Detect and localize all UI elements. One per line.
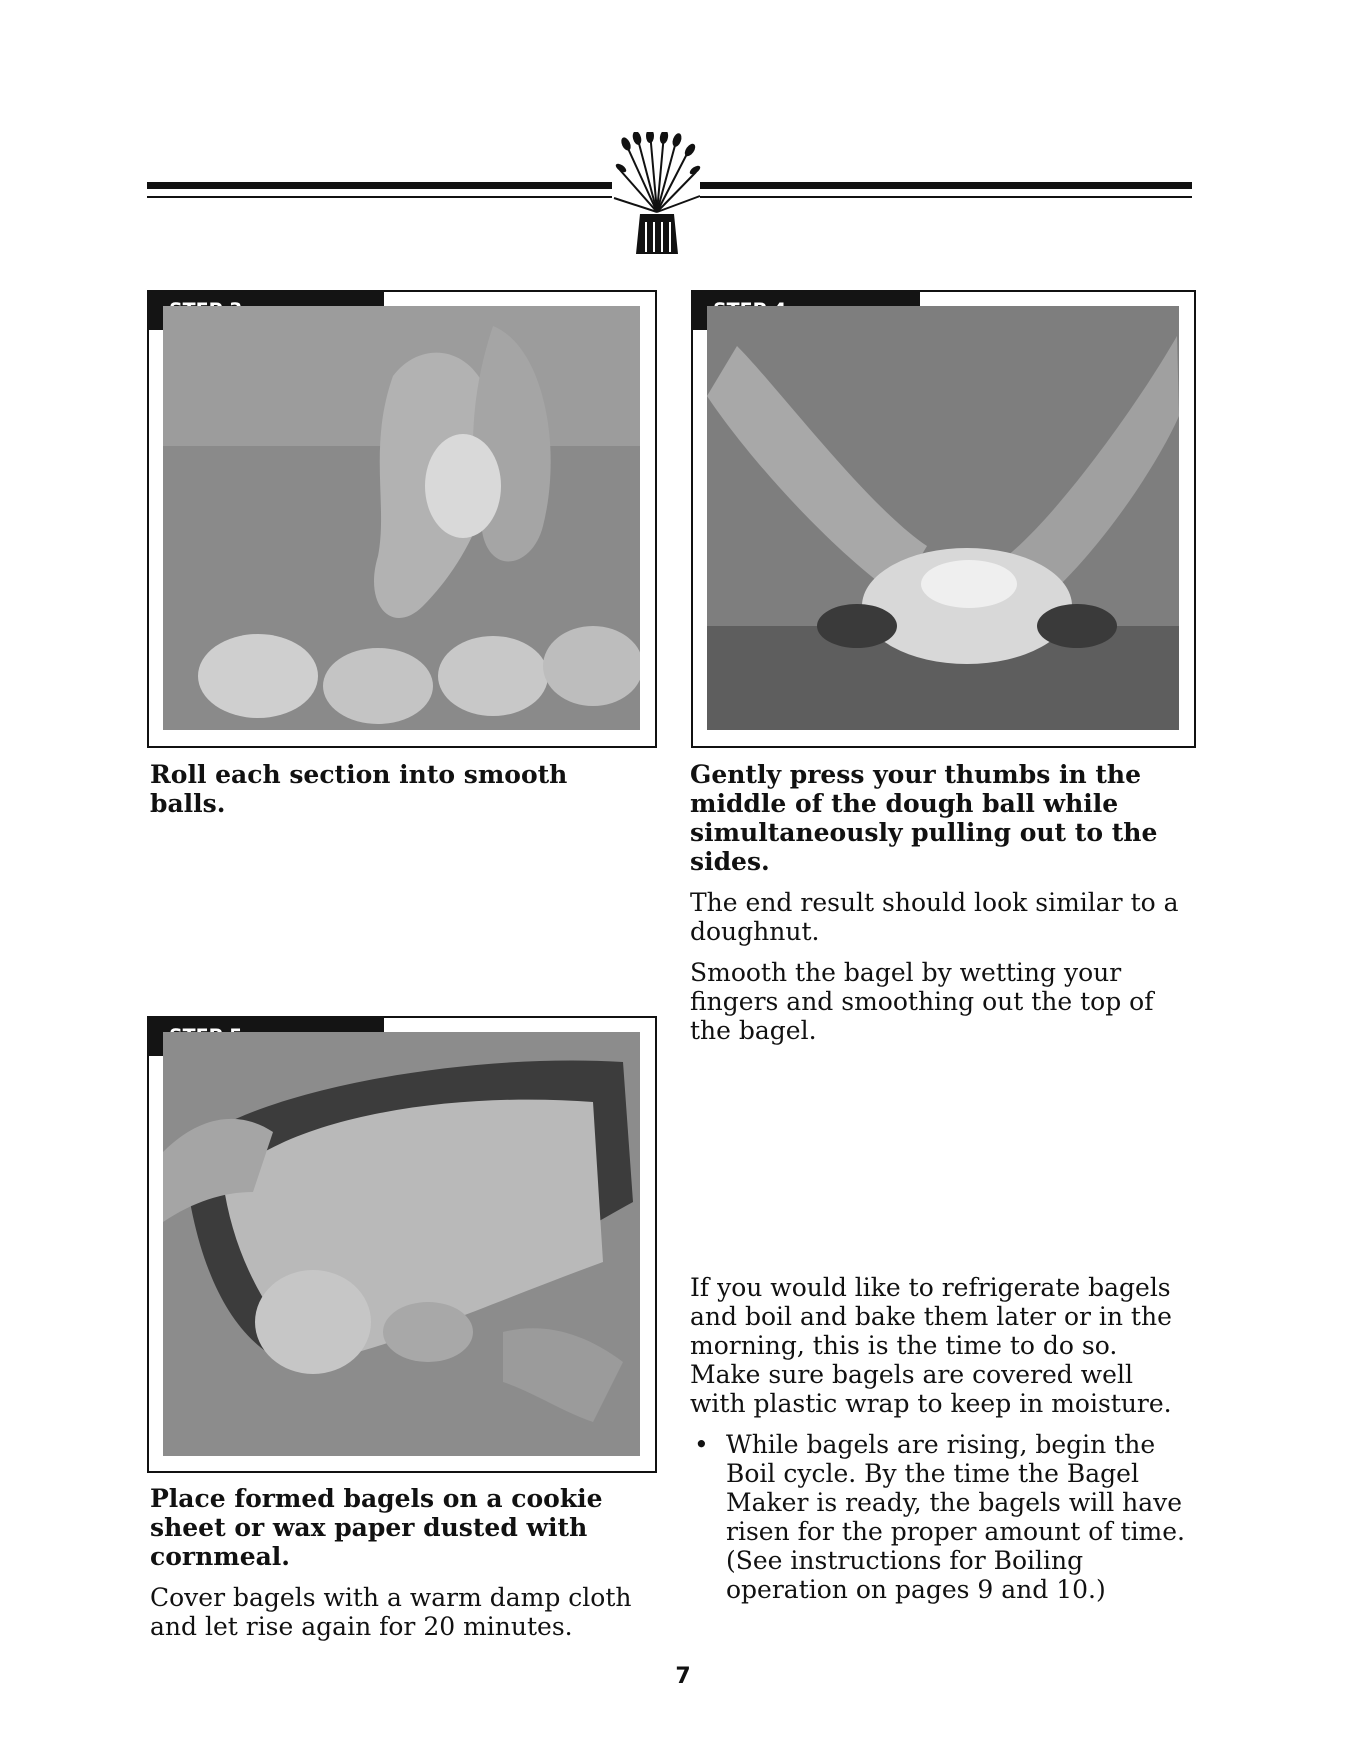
refrigerate-note: If you would like to refrigerate bagels and boil and bake them later or in the morning, this is the time to do so. Make sure bagels are covered well with plastic wrap to keep in moisture.	[690, 1273, 1172, 1418]
step-4-caption	[690, 760, 1195, 1057]
refrigerate-section	[690, 1273, 1195, 1604]
step-4-caption-bold: Gently press your thumbs in the middle of the dough ball while simultaneously pulling out to the sides.	[690, 760, 1158, 876]
step-5-caption	[150, 1484, 655, 1653]
step-4-paragraph: Smooth the bagel by wetting your fingers and smoothing out the top of the bagel.	[690, 958, 1154, 1045]
bullet-dot: •	[694, 1430, 709, 1459]
step-3-caption	[150, 760, 650, 830]
bullet-see-also: (See instructions for Boiling operation on pages 9 and 10.)	[726, 1546, 1106, 1604]
step-4-photo	[707, 306, 1179, 730]
wheat-sheaf-icon	[612, 132, 702, 254]
header-rule-right-thick	[700, 182, 1192, 189]
header-rule-left-thick	[147, 182, 612, 189]
page-number: 7	[675, 1664, 691, 1689]
step-5-caption-bold: Place formed bagels on a cookie sheet or wax paper dusted with cornmeal.	[150, 1484, 603, 1571]
step-5-photo	[163, 1032, 640, 1456]
step-4-paragraph: The end result should look similar to a doughnut.	[690, 888, 1179, 946]
step-3-caption-bold: Roll each section into smooth balls.	[150, 760, 568, 818]
header-rule-left-thin	[147, 196, 612, 198]
step-3-photo	[163, 306, 640, 730]
step-5-figure	[147, 1016, 657, 1473]
bullet-text: While bagels are rising, begin the Boil cycle. By the time the Bagel Maker is ready, the bagels will have risen for the proper amount of time.	[726, 1430, 1186, 1546]
header-rule-right-thin	[700, 196, 1192, 198]
step-4-figure	[691, 290, 1196, 748]
step-5-paragraph: Cover bagels with a warm damp cloth and let rise again for 20 minutes.	[150, 1583, 632, 1641]
boil-cycle-bullet	[690, 1430, 1195, 1604]
step-3-figure	[147, 290, 657, 748]
